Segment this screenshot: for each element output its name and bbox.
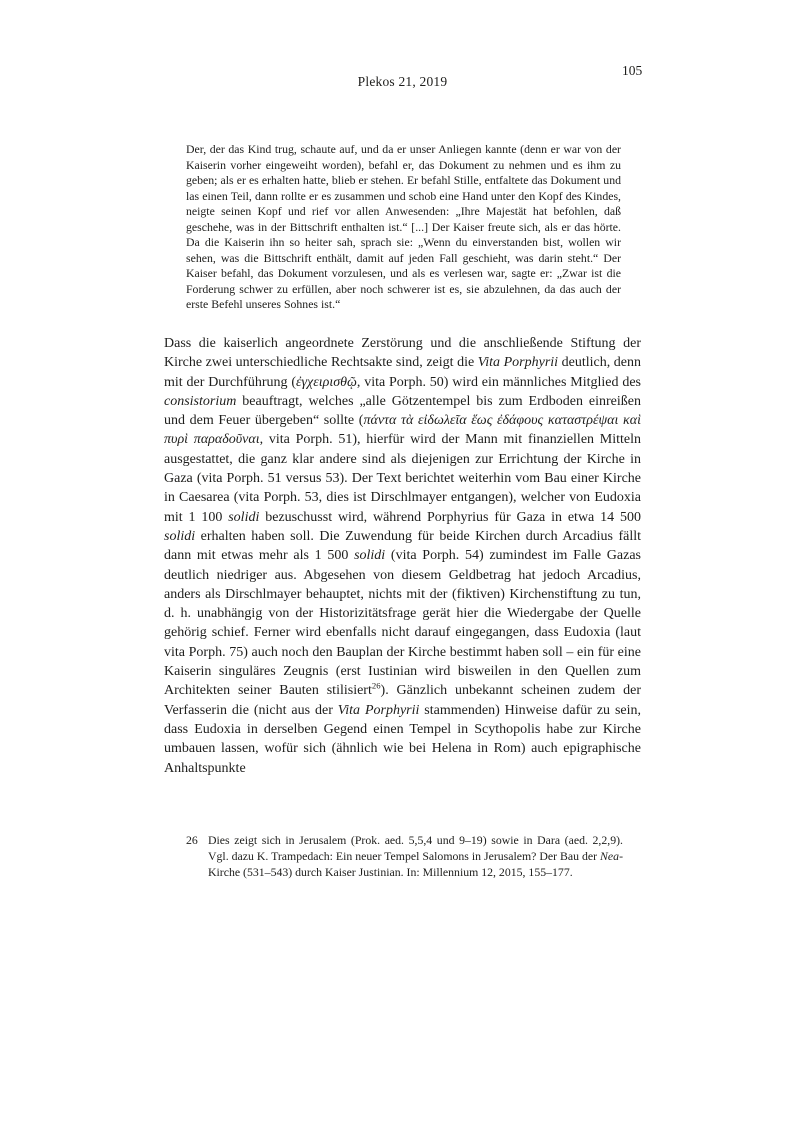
footnote (186, 832, 623, 880)
body-paragraph: Dass die kaiserlich angeordnete Zerstörung und die anschließende Stiftung der Kirche zwei unterschiedliche Rechtsakte sind, zeigt die Vita Porphyrii deutlich, denn mit der Durchführung (ἐγχειρισθῷ, vita Porph. 50) wird ein männliches Mitglied des consistorium beauftragt, welches „alle Götzentempel bis zum Erdboden einreißen und dem Feuer übergeben“ sollte (πάντα τὰ εἰδωλεῖα ἕως ἐδάφους καταστρέψαι καὶ πυρὶ παραδοῦναι, vita Porph. 51), hierfür wird der Mann mit finanziellen Mitteln ausgestattet, die ganz klar andere sind als diejenigen zur Errichtung der Kirche in Gaza (vita Porph. 51 versus 53). Der Text berichtet weiterhin vom Bau einer Kirche in Caesarea (vita Porph. 53, dies ist Dirschlmayer entgangen), welcher von Eudoxia mit 1 100 solidi bezuschusst wird, während Porphyrius für Gaza in etwa 14 500 solidi erhalten haben soll. Die Zuwendung für beide Kirchen durch Arcadius fällt dann mit etwas mehr als 1 500 solidi (vita Porph. 54) zumindest im Falle Gazas deutlich niedriger aus. Abgesehen von diesem Geldbetrag hat jedoch Arcadius, anders als Dirschlmayer behauptet, nichts mit der (fiktiven) Kirchenstiftung zu tun, d. h. unabhängig von der Historizitätsfrage gerät hier die Wiedergabe der Quelle gehörig schief. Ferner wird ebenfalls nicht darauf eingegangen, dass Eudoxia (laut vita Porph. 75) auch noch den Bauplan der Kirche bestimmt haben soll – ein für eine Kaiserin singuläres Zeugnis (erst Iustinian wird bisweilen in den Quellen zum Architekten seiner Bauten stilisiert$^{26}$). Gänzlich unbekannt scheinen zudem der Verfasserin die (nicht aus der Vita Porphyrii stammenden) Hinweise dafür zu sein, dass Eudoxia in derselben Gegend einen Tempel in Scythopolis habe zur Kirche umbauen lassen, wofür sich (ähnlich wie bei Helena in Rom) auch epigraphische Anhaltspunkte (164, 336, 642, 776)
footnote-text: Dies zeigt sich in Jerusalem (Prok. aed. 5,5,4 und 9–19) sowie in Dara (aed. 2,2,9). Vgl. dazu K. Trampedach: Ein neuer Tempel Salomons in Jerusalem? Der Bau der Nea-Kirche (531–543) durch Kaiser Justinian. In: Millennium 12, 2015, 155–177. (208, 833, 623, 879)
page-number: 105 (622, 63, 643, 78)
footnote-number: 26 (186, 833, 198, 847)
running-head: Plekos 21, 2019 (357, 74, 448, 89)
block-quote: Der, der das Kind trug, schaute auf, und da er unser Anliegen kannte (denn er war von der Kaiserin vorher eingeweiht worden), befahl er, das Dokument zu nehmen und es ihm zu geben; als er es erhalten hatte, blieb er stehen. Er befahl Stille, entfaltete das Dokument und las einen Teil, dann rollte er es zusammen und schob eine Hand unter den Kopf des Kindes, neigte seinen Kopf und rief vor allen Anwesenden: „Ihre Majestät hat befohlen, daß geschehe, was in der Bittschrift enthalten ist.“ [...] Der Kaiser freute sich, als er das hörte. Da die Kaiserin ihn so heiter sah, sprach sie: „Wenn du einverstanden bist, wollen wir sehen, was die Bittschrift enthält, damit auf jeden Fall geschieht, was darin steht.“ Der Kaiser befahl, das Dokument vorzulesen, und als es verlesen war, sagte er: „Zwar ist die Forderung schwer zu erfüllen, aber noch schwerer ist es, sie abzulehnen, da das auch der erste Befehl unseres Sohnes ist.“ (186, 142, 621, 311)
